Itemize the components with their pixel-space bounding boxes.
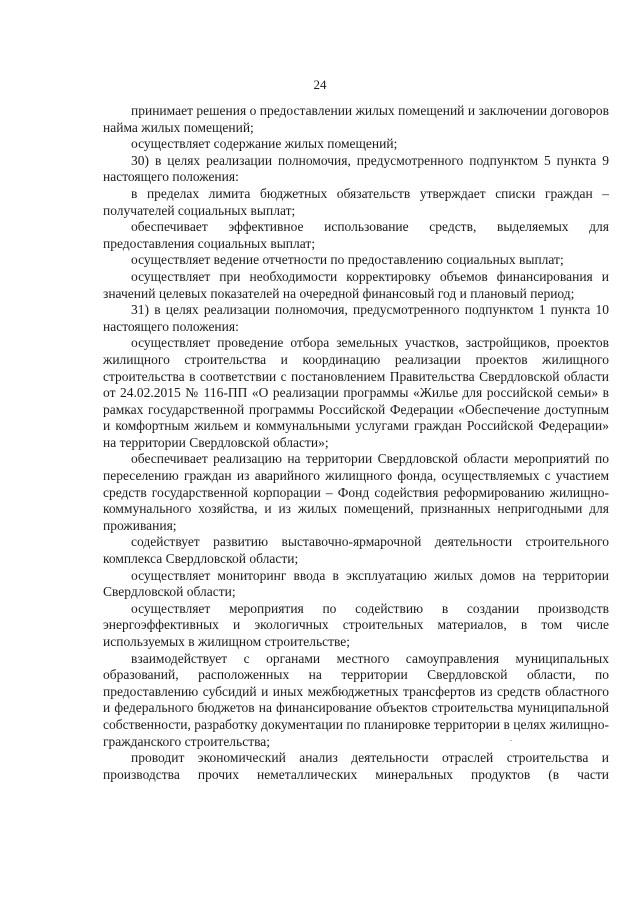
document-body xyxy=(103,103,609,783)
paragraph: осуществляет ведение отчетности по предоставлению социальных выплат; xyxy=(131,252,564,268)
paragraph: обеспечивает реализацию на территории Свердловской области мероприятий по переселению граждан из аварийного жилищного фонда, осуществляемых с участием средств государственной корпорации – Фонд содействия реформированию жилищно-коммунального хозяйства, и из жилых помещений, признанных непригодными для проживания; xyxy=(103,451,609,533)
paragraph: осуществляет содержание жилых помещений; xyxy=(131,136,398,152)
paragraph: взаимодействует с органами местного самоуправления муниципальных образований, расположенных на территории Свердловской области, по предоставлению субсидий и иных межбюджетных трансфертов из средств областного и федерального бюджетов на финансирование объектов строительства муниципальной собственности, разработку документации по планировке территории в целях жилищно-гражданского строительства; xyxy=(103,650,609,749)
page-number: 24 xyxy=(313,77,327,92)
paragraph: принимает решения о предоставлении жилых помещений и заключении договоров найма жилых помещений; xyxy=(103,103,609,135)
paragraph-continued: проводит экономический анализ деятельности отраслей строительства и производства прочих неметаллических минеральных продуктов (в части xyxy=(103,750,609,782)
paragraph: осуществляет проведение отбора земельных участков, застройщиков, проектов жилищного строительства и координацию реализации проектов жилищного строительства в соответствии с постановлением Правительства Свердловской области от 24.02.2015 № 116-ПП «О реализации программы «Жилье для российской семьи» в рамках государственной программы Российской Федерации «Обеспечение доступным и комфортным жильем и коммунальными услугами граждан Российской Федерации» на территории Свердловской области»; xyxy=(103,335,609,450)
paragraph: 30) в целях реализации полномочия, предусмотренного подпунктом 5 пункта 9 настоящего положения: xyxy=(103,152,609,185)
scan-speck xyxy=(510,740,512,741)
paragraph: содействует развитию выставочно-ярмарочной деятельности строительного комплекса Свердловской области; xyxy=(103,534,609,567)
paragraph: в пределах лимита бюджетных обязательств утверждает списки граждан – получателей социальных выплат; xyxy=(103,185,609,218)
paragraph: 31) в целях реализации полномочия, предусмотренного подпунктом 1 пункта 10 настоящего положения: xyxy=(103,302,609,334)
paragraph: обеспечивает эффективное использование средств, выделяемых для предоставления социальных выплат; xyxy=(103,219,609,251)
paragraph: осуществляет при необходимости корректировку объемов финансирования и значений целевых показателей на очередной финансовый год и плановый период; xyxy=(103,268,609,301)
paragraph: осуществляет мероприятия по содействию в создании производств энергоэффективных и экологичных строительных материалов, в том числе используемых в жилищном строительстве; xyxy=(103,600,609,649)
paragraph: осуществляет мониторинг ввода в эксплуатацию жилых домов на территории Свердловской области; xyxy=(103,567,609,600)
